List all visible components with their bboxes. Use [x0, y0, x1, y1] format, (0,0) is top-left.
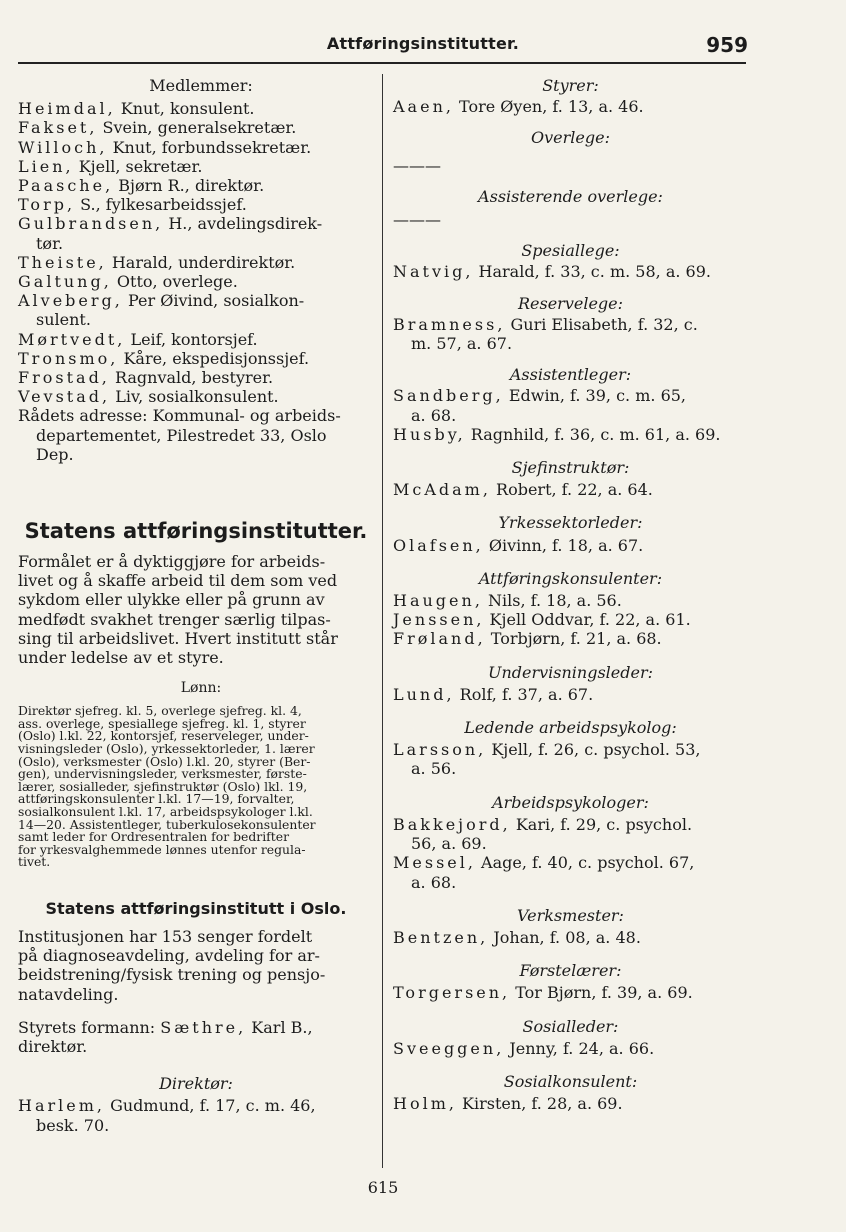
member-name: Vevstad, — [18, 387, 111, 407]
salary-line: visningsleder (Oslo), yrkessektorleder, 1. lærer — [18, 741, 315, 757]
person-details: Jenny, f. 24, a. 66. — [504, 1038, 655, 1058]
person-name: Bentzen, — [393, 927, 489, 947]
purpose-paragraph-line: medfødt svakhet trenger særlig tilpas- — [18, 609, 331, 629]
sjefinstruktor-entry — [393, 480, 748, 499]
person-name: Torgersen, — [393, 983, 511, 1003]
member-details: Leif, kontorsjef. — [125, 329, 258, 349]
member-name: Tronsmo, — [18, 348, 119, 368]
person-details: Aage, f. 40, c. psychol. 67, — [475, 853, 695, 873]
person-details: Rolf, f. 37, a. 67. — [454, 684, 594, 704]
sosialkonsulent-heading: Sosialkonsulent: — [503, 1071, 638, 1091]
director-continuation: besk. 70. — [36, 1115, 110, 1135]
member-details: Knut, forbundssekretær. — [107, 137, 312, 157]
verksmester-entry — [393, 928, 748, 947]
overlege-heading: Overlege: — [531, 128, 610, 148]
person-details: Tor Bjørn, f. 39, a. 69. — [510, 983, 693, 1003]
member-details: Liv, sosialkonsulent. — [110, 387, 279, 407]
forstelaerer-entry — [393, 983, 748, 1002]
left-column — [18, 76, 374, 1135]
salary-line: sosialkonsulent l.kl. 17, arbeidspsykologer l.kl. — [18, 804, 313, 820]
ledende-arbeidspsykolog-continuation: a. 56. — [411, 759, 457, 779]
person-name: Frøland, — [393, 629, 486, 649]
institution-paragraph-line: Institusjonen har 153 senger fordelt — [18, 927, 313, 946]
member-entry — [18, 214, 374, 233]
member-entry — [18, 272, 374, 291]
members-heading: Medlemmer: — [149, 76, 253, 95]
member-name: Frostad, — [18, 368, 110, 388]
member-entry — [18, 195, 374, 214]
person-details: Johan, f. 08, a. 48. — [488, 927, 641, 947]
salary-heading: Lønn: — [180, 680, 222, 697]
salary-line: for yrkesvalghemmede lønnes utenfor regula- — [18, 841, 306, 857]
purpose-paragraph-line: under ledelse av et styre. — [18, 648, 224, 668]
person-name: Husby, — [393, 424, 466, 444]
institution-paragraph-line: beidstrening/fysisk trening og pensjo- — [18, 965, 326, 985]
assistentleger-heading: Assistentleger: — [509, 365, 632, 385]
member-entry — [18, 368, 374, 387]
person-details: Harald, f. 33, c. m. 58, a. 69. — [473, 262, 711, 282]
member-name: Torp, — [18, 195, 76, 215]
institution-paragraph-line: natavdeling. — [18, 984, 119, 1004]
spesiallege-entry — [393, 262, 748, 281]
member-entry — [18, 387, 374, 406]
person-name: Holm, — [393, 1094, 457, 1114]
council-address-line: Rådets adresse: Kommunal- og arbeids- — [18, 406, 341, 426]
member-name: Heimdal, — [18, 99, 116, 119]
person-name: Sandberg, — [393, 386, 504, 406]
assisterende-overlege-heading: Assisterende overlege: — [478, 186, 663, 206]
header-rule — [18, 62, 746, 64]
member-entry — [18, 349, 374, 368]
yrkessektorleder-entry — [393, 536, 748, 555]
person-name: Olafsen, — [393, 535, 484, 555]
person-name: Messel, — [393, 853, 476, 873]
sjefinstruktor-heading: Sjefinstruktør: — [511, 458, 630, 478]
purpose-paragraph-line: Formålet er å dyktiggjøre for arbeids- — [18, 552, 326, 572]
board-chair-details: Karl B., — [246, 1017, 313, 1037]
column-divider — [382, 74, 383, 1168]
member-details: Harald, underdirektør. — [106, 252, 296, 272]
member-details: Kåre, ekspedisjonssjef. — [118, 348, 310, 368]
person-details: Tore Øyen, f. 13, a. 46. — [453, 97, 644, 117]
arbeidspsykolog-continuation: 56, a. 69. — [411, 834, 487, 854]
member-entry — [18, 291, 374, 310]
salary-line: gen), undervisningsleder, verksmester, første- — [18, 766, 307, 782]
member-details: Ragnvald, bestyrer. — [109, 368, 274, 388]
person-details: Kjell Oddvar, f. 22, a. 61. — [484, 610, 691, 630]
ledende-arbeidspsykolog-heading: Ledende arbeidspsykolog: — [464, 718, 677, 738]
person-name: Natvig, — [393, 262, 474, 282]
assisterende-overlege-vacant-dash: ——— — [393, 210, 441, 230]
salary-line: samt leder for Ordresentralen for bedrifter — [18, 829, 289, 845]
verksmester-heading: Verksmester: — [517, 905, 624, 925]
member-name: Willoch, — [18, 137, 108, 157]
arbeidspsykolog-entry — [393, 853, 748, 872]
member-details: H., avdelingsdirek- — [163, 214, 323, 234]
member-name: Galtung, — [18, 272, 112, 292]
person-name: Haugen, — [393, 591, 483, 611]
member-name: Mørtvedt, — [18, 329, 126, 349]
member-entry — [18, 99, 374, 118]
director-name: Harlem, — [18, 1096, 105, 1116]
member-entry — [18, 330, 374, 349]
member-entry — [18, 176, 374, 195]
salary-line: attføringskonsulenter l.kl. 17—19, forvalter, — [18, 791, 295, 807]
konsulent-entry — [393, 629, 748, 648]
person-details: Kari, f. 29, c. psychol. — [510, 814, 693, 834]
salary-text — [18, 705, 374, 869]
salary-line: tivet. — [18, 854, 51, 870]
reservelege-entry — [393, 315, 748, 334]
member-name: Fakset, — [18, 118, 98, 138]
section-title-statens-attforingsinstitutter: Statens attføringsinstitutter. — [24, 519, 368, 544]
person-details: Torbjørn, f. 21, a. 68. — [485, 629, 662, 649]
director-details: Gudmund, f. 17, c. m. 46, — [104, 1096, 316, 1116]
person-details: Robert, f. 22, a. 64. — [490, 480, 653, 500]
person-details: Ragnhild, f. 36, c. m. 61, a. 69. — [465, 424, 721, 444]
member-details: S., fylkesarbeidssjef. — [75, 195, 247, 215]
konsulent-entry — [393, 610, 748, 629]
purpose-paragraph-line: sing til arbeidslivet. Hvert institutt står — [18, 628, 338, 648]
person-details: Guri Elisabeth, f. 32, c. — [505, 314, 698, 334]
salary-line: lærer, sosialleder, sjefinstruktør (Oslo) lkl. 19, — [18, 778, 308, 794]
person-details: Edwin, f. 39, c. m. 65, — [503, 386, 687, 406]
footer-page-number: 615 — [367, 1178, 399, 1197]
member-details: Bjørn R., direktør. — [113, 176, 265, 196]
member-entry-continuation: sulent. — [36, 310, 91, 330]
assistentlege-entry — [393, 386, 748, 405]
salary-line: (Oslo), verksmester (Oslo) l.kl. 20, styrer (Ber- — [18, 753, 311, 769]
person-name: Aaen, — [393, 97, 454, 117]
person-details: Kirsten, f. 28, a. 69. — [456, 1094, 623, 1114]
arbeidspsykologer-heading: Arbeidspsykologer: — [492, 792, 649, 812]
section-title-oslo-institute: Statens attføringsinstitutt i Oslo. — [45, 899, 347, 918]
director-heading: Direktør: — [159, 1074, 233, 1094]
right-column — [393, 76, 748, 1113]
spesiallege-heading: Spesiallege: — [521, 241, 620, 261]
member-details: Otto, overlege. — [111, 272, 238, 292]
member-entry — [18, 118, 374, 137]
reservelege-heading: Reservelege: — [517, 293, 624, 313]
sosialleder-heading: Sosialleder: — [522, 1016, 619, 1036]
undervisningsleder-entry — [393, 685, 748, 704]
member-details: Kjell, sekretær. — [73, 156, 203, 176]
sosialleder-entry — [393, 1039, 748, 1058]
styrer-entry — [393, 97, 748, 116]
person-name: Larsson, — [393, 740, 487, 760]
arbeidspsykolog-entry — [393, 815, 748, 834]
institution-paragraph-line: på diagnoseavdeling, avdeling for ar- — [18, 946, 320, 966]
person-name: Bakkejord, — [393, 814, 511, 834]
person-details: Øivinn, f. 18, a. 67. — [483, 535, 644, 555]
person-name: Lund, — [393, 684, 455, 704]
yrkessektorleder-heading: Yrkessektorleder: — [498, 513, 643, 533]
sosialkonsulent-entry — [393, 1094, 748, 1113]
person-name: Bramness, — [393, 314, 506, 334]
member-entry — [18, 138, 374, 157]
council-address-line: Dep. — [36, 444, 74, 464]
person-name: Sveeggen, — [393, 1038, 505, 1058]
page-number: 959 — [706, 33, 748, 57]
attforingskonsulenter-heading: Attføringskonsulenter: — [478, 568, 663, 588]
board-chair-continuation: direktør. — [18, 1037, 88, 1057]
purpose-paragraph-line: sykdom eller ulykke eller på grunn av — [18, 590, 325, 610]
person-name: Jenssen, — [393, 610, 485, 630]
member-entry — [18, 253, 374, 272]
person-name: McAdam, — [393, 480, 491, 500]
ledende-arbeidspsykolog-entry — [393, 740, 748, 759]
director-entry — [18, 1096, 374, 1115]
styrer-heading: Styrer: — [542, 76, 599, 95]
running-header-title: Attføringsinstitutter. — [326, 34, 520, 53]
person-details: Nils, f. 18, a. 56. — [482, 591, 622, 611]
board-chair-label: Styrets formann: — [18, 1017, 161, 1037]
salary-line: ass. overlege, spesiallege sjefreg. kl. 1, styrer — [18, 715, 306, 731]
salary-line: Direktør sjefreg. kl. 5, overlege sjefreg. kl. 4, — [18, 703, 302, 719]
member-details: Svein, generalsekretær. — [97, 118, 297, 138]
member-name: Alveberg, — [18, 291, 123, 311]
member-entry-continuation: tør. — [36, 233, 64, 253]
assistentlege-entry — [393, 425, 748, 444]
salary-line: 14—20. Assistentleger, tuberkulosekonsulenter — [18, 816, 316, 832]
member-name: Paasche, — [18, 176, 114, 196]
overlege-vacant-dash: ——— — [393, 155, 441, 175]
reservelege-continuation: m. 57, a. 67. — [411, 334, 513, 354]
council-address-line: departementet, Pilestredet 33, Oslo — [36, 425, 327, 445]
person-details: Kjell, f. 26, c. psychol. 53, — [486, 740, 701, 760]
undervisningsleder-heading: Undervisningsleder: — [487, 662, 654, 682]
member-details: Knut, konsulent. — [115, 99, 255, 119]
member-name: Theiste, — [18, 252, 107, 272]
assistentlege-continuation: a. 68. — [411, 405, 457, 425]
member-name: Gulbrandsen, — [18, 214, 164, 234]
salary-line: (Oslo) l.kl. 22, kontorsjef, reserveleger, under- — [18, 728, 309, 744]
forstelaerer-heading: Førstelærer: — [519, 961, 622, 981]
arbeidspsykolog-continuation: a. 68. — [411, 872, 457, 892]
member-name: Lien, — [18, 156, 74, 176]
board-chair-entry — [18, 1018, 374, 1037]
member-entry — [18, 157, 374, 176]
konsulent-entry — [393, 591, 748, 610]
purpose-paragraph-line: livet og å skaffe arbeid til dem som ved — [18, 571, 338, 591]
member-details: Per Øivind, sosialkon- — [122, 291, 305, 311]
board-chair-name: Sæthre, — [160, 1017, 247, 1037]
